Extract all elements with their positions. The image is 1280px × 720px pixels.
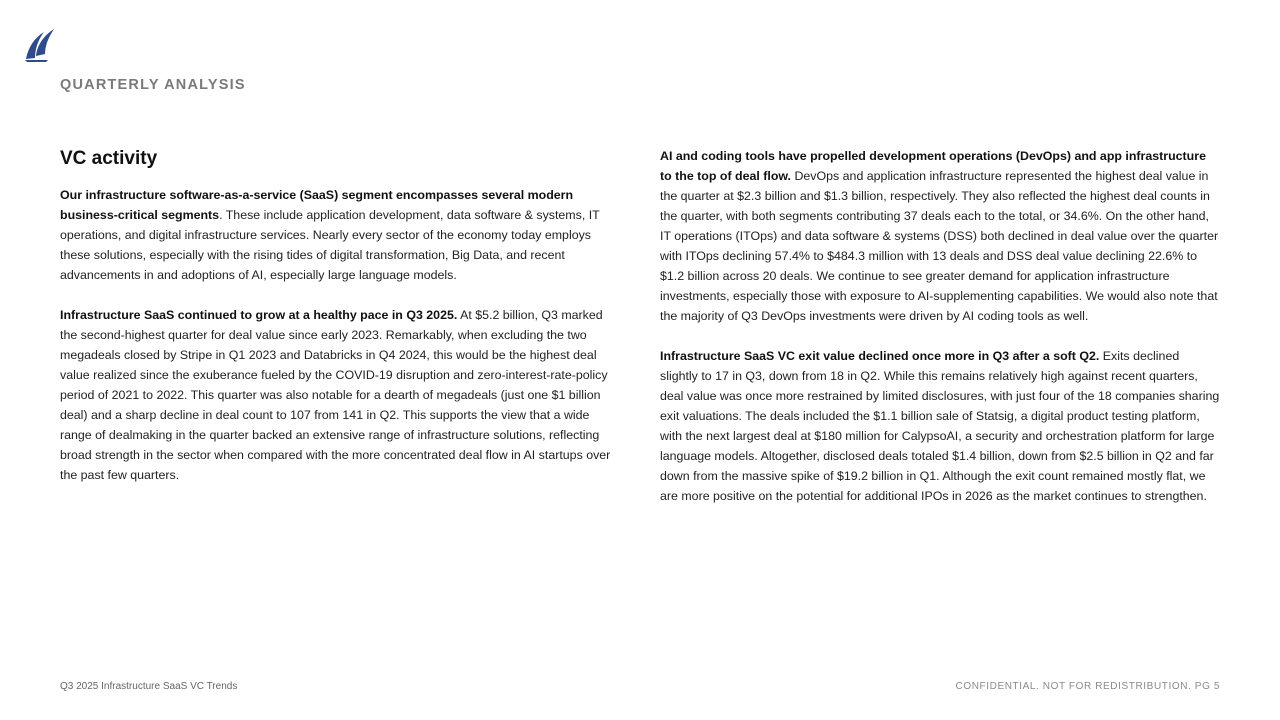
paragraph-body: . These include application development, data software & systems, IT operations, and digital infrastructure services. Nearly every sector of the economy today employs these solutions, especially with the rising tides of digital transformation, Big Data, and recent advancements in and adoptions of AI, especially large language models.	[60, 208, 600, 282]
paragraph-segment-overview	[60, 185, 616, 285]
paragraph-lead: Our infrastructure software-as-a-service (SaaS) segment encompasses several modern business-critical segments	[60, 188, 574, 222]
paragraph-body: Exits declined slightly to 17 in Q3, down from 18 in Q2. While this remains relatively high against recent quarters, deal value was once more restrained by limited disclosures, with just four of the 18 companies sharing exit valuations. The deals included the $1.1 billion sale of Statsig, a digital product testing platform, with the next largest deal at $180 million for CalypsoAI, a security and orchestration platform for large language models. Altogether, disclosed deals totaled $1.4 billion, down from $2.5 billion in Q2 and far down from the massive spike of $19.2 billion in Q1. Although the exit count remained mostly flat, we are more positive on the potential for additional IPOs in 2026 as the market continues to strengthen.	[660, 349, 1220, 503]
footer-confidential-page: CONFIDENTIAL. NOT FOR REDISTRIBUTION. PG 5	[955, 681, 1220, 692]
right-column	[660, 146, 1220, 526]
section-label: QUARTERLY ANALYSIS	[60, 77, 246, 93]
paragraph-body: DevOps and application infrastructure represented the highest deal value in the quarter at $2.3 billion and $1.3 billion, respectively. They also reflected the highest deal counts in the quarter, with both segments contributing 37 deals each to the total, or 34.6%. On the other hand, IT operations (ITOps) and data software & systems (DSS) both declined in deal value over the quarter with ITOps declining 57.4% to $484.3 million with 13 deals and DSS deal value declining 22.6% to $1.2 billion across 20 deals. We continue to see greater demand for application infrastructure investments, especially those with exposure to AI-supplementing capabilities. We would also note that the majority of Q3 DevOps investments were driven by AI coding tools as well.	[660, 169, 1219, 323]
paragraph-lead: AI and coding tools have propelled development operations (DevOps) and app infrastructure to the top of deal flow.	[660, 149, 1206, 183]
page-heading: VC activity	[60, 148, 158, 169]
paragraph-devops-deal-flow	[660, 146, 1220, 326]
paragraph-body: At $5.2 billion, Q3 marked the second-highest quarter for deal value since early 2023. Remarkably, when excluding the two megadeals closed by Stripe in Q1 2023 and Databricks in Q4 2024, this would be the highest deal value realized since the exuberance fueled by the COVID-19 disruption and zero-interest-rate-policy period of 2021 to 2022. This quarter was also notable for a dearth of megadeals (just one $1 billion deal) and a sharp decline in deal count to 107 from 141 in Q2. This supports the view that a wide range of dealmaking in the quarter backed an extensive range of infrastructure solutions, reflecting broad strength in the sector when compared with the more concentrated deal flow in AI startups over the past few quarters.	[60, 308, 611, 482]
left-column	[60, 146, 616, 505]
paragraph-exit-value	[660, 346, 1220, 506]
paragraph-q3-growth	[60, 305, 616, 485]
sail-logo-icon	[24, 26, 58, 62]
footer-report-title: Q3 2025 Infrastructure SaaS VC Trends	[60, 681, 238, 692]
paragraph-lead: Infrastructure SaaS VC exit value declined once more in Q3 after a soft Q2.	[660, 349, 1100, 363]
paragraph-lead: Infrastructure SaaS continued to grow at a healthy pace in Q3 2025.	[60, 308, 458, 322]
